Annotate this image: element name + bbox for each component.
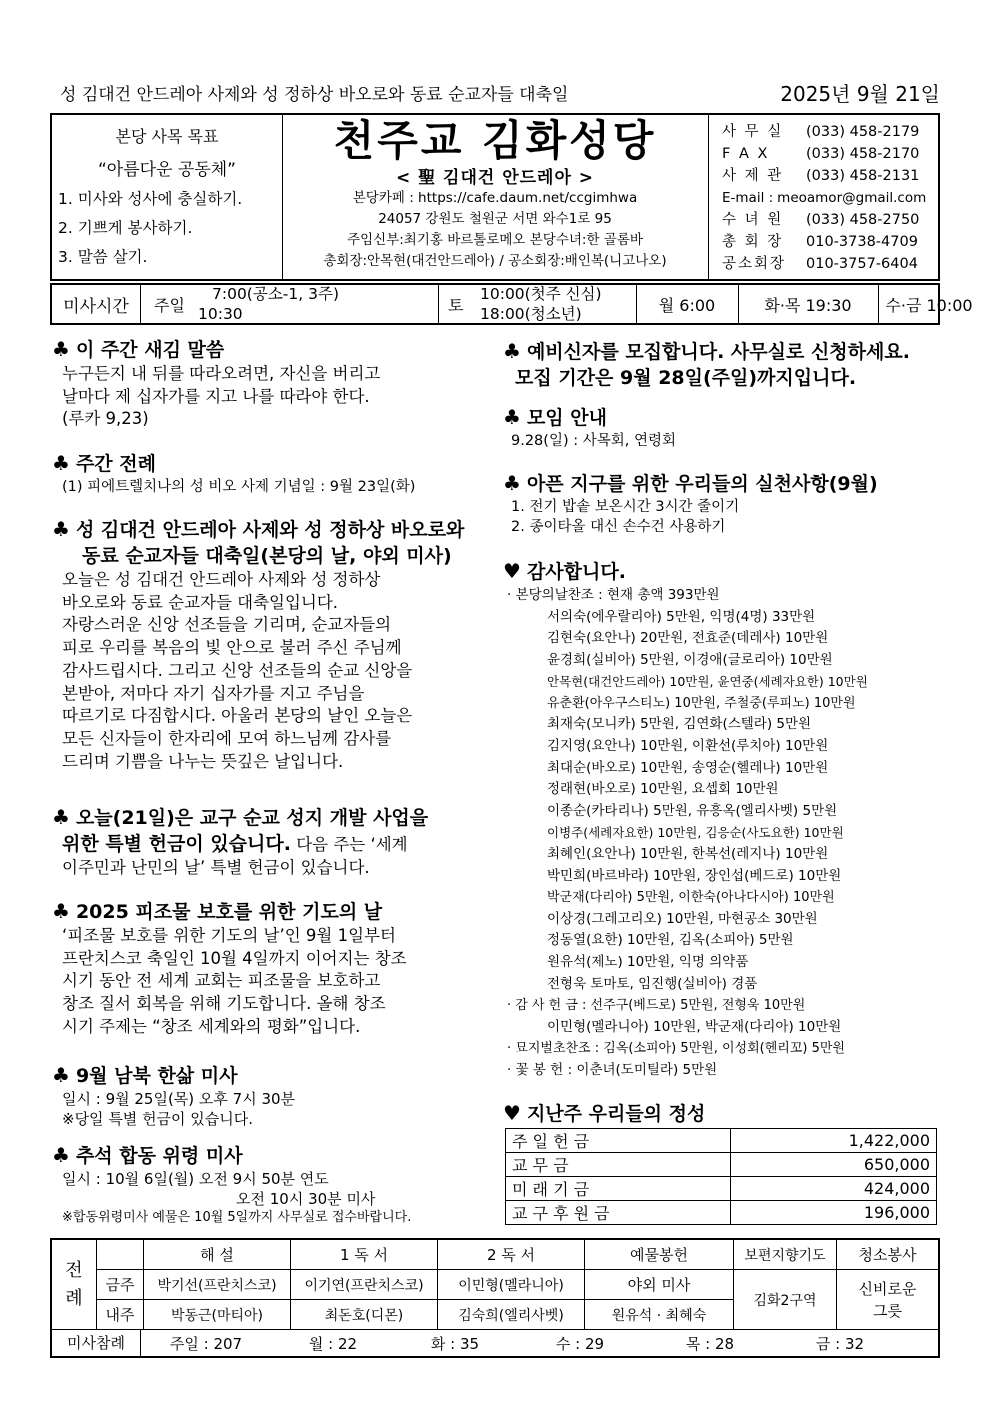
club-icon: ♣: [52, 337, 70, 361]
patron-saint: < 聖 김대건 안드레아 >: [395, 168, 595, 188]
club-icon: ♣: [503, 405, 521, 429]
offering-table: [505, 1128, 937, 1225]
heart-icon: ♥: [503, 1101, 521, 1125]
saturday-mass: 토 10:00(첫주 신심) 18:00(청소년): [438, 285, 637, 323]
goal-item: 2. 기쁘게 봉사하기.: [58, 219, 193, 237]
club-icon: ♣: [52, 517, 70, 541]
pastoral-goals: [52, 115, 283, 279]
mass-label: 미사시간: [52, 285, 141, 323]
wed-fri-mass: 수·금 10:00: [885, 295, 973, 315]
memorial-mass: ♣ 추석 합동 위령 미사 일시 : 10월 6일(월) 오전 9시 50분 연도 오전 10시 30분 미사 ※합동위령미사 예물은 10월 5일까지 사무실로 접수바랍니다.: [52, 1143, 412, 1225]
contact-convent: 수 녀 원 (033) 458-2750: [722, 212, 920, 228]
unity-mass: ♣ 9월 남북 한삶 미사 일시 : 9월 25일(목) 오후 7시 30분 ※당일 특별 헌금이 있습니다.: [52, 1063, 296, 1128]
offering-title: ♥ 지난주 우리들의 정성: [503, 1101, 706, 1125]
contact-rectory: 사 제 관 (033) 458-2131: [722, 168, 920, 184]
table-row: 미 래 기 금 424,000: [506, 1177, 937, 1201]
header-box: [50, 113, 940, 281]
cafe-link[interactable]: 본당카페 : https://cafe.daum.net/ccgimhwa: [352, 190, 638, 206]
bulletin-date: 2025년 9월 21일: [780, 82, 940, 106]
attendance-label: 미사참례: [52, 1330, 141, 1356]
club-icon: ♣: [52, 1143, 70, 1167]
contact-mission-head: 공소회장 010-3757-6404: [722, 256, 918, 272]
pastor-line: 주임신부:최기홍 바르톨로메오 본당수녀:한 골롬바: [347, 232, 643, 248]
goal-item: 1. 미사와 성사에 충실하기.: [58, 190, 243, 208]
liturgy-schedule: 전례 해 설 1 독 서 2 독 서 예물봉헌 보편지향기도 청소봉사 금주 박기선(프란치스코) 이기연(프란치스코) 이민형(멜라니아) 야외 미사 김화2구역 신비로운 그릇 내주 박동근(마티아) 최돈호(디몬) 김숙희(엘리사벳) 원유석 · 최혜숙 미사참례 주일 : 207 월 : 22 화 : 35 수 : 29 목 : 28 금 : 32: [50, 1238, 940, 1358]
mass-times: [50, 283, 973, 325]
weekly-liturgy: ♣ 주간 전례 (1) 피에트렐치나의 성 비오 사제 기념일 : 9월 23일(화): [52, 451, 416, 495]
contact-president: 총 회 장 010-3738-4709: [722, 234, 918, 250]
earth-practice: ♣ 아픈 지구를 위한 우리들의 실천사항(9월) 1. 전기 밥솥 보온시간 3시간 줄이기 2. 종이타올 대신 손수건 사용하기: [503, 471, 878, 535]
goal-item: 3. 말씀 살기.: [58, 248, 148, 266]
contacts: [708, 115, 938, 279]
church-info: [282, 115, 709, 279]
tue-thu-mass: 화·목 19:30: [738, 285, 879, 323]
club-icon: ♣: [52, 805, 70, 829]
schedule-row-label: 전례: [51, 1239, 97, 1330]
thanks-section: ♥ 감사합니다. · 본당의날찬조 : 현재 총액 393만원 서의숙(에우랄리아) 5만원, 익명(4명) 33만원 김현숙(요안나) 20만원, 전효준(데레사) 10만원 윤경희(실비아) 5만원, 이경애(글로리아) 10만원 안목현(대건안드레아) 10만원, 윤연중(세례자요한) 10만원 유춘환(아우구스티노) 10만원, 주철중(루피노) 10만원 최재숙(모니카) 5만원, 김연화(스텔라) 5만원 김지영(요안나) 10만원, 이환선(루치아) 10만원 최대순(바오로) 10만원, 송영순(헬레나) 10만원 정래현(바오로) 10만원, 요셉회 10만원 이종순(카타리나) 5만원, 유흥옥(엘리사벳) 5만원 이병주(세례자요한) 10만원, 김응순(사도요한) 10만원 최혜인(요안나) 10만원, 한복선(레지나) 10만원 박민희(바르바라) 10만원, 장인섭(베드로) 10만원 박군재(다리아) 5만원, 이한숙(아나다시아) 10만원 이상경(그레고리오) 10만원, 마현공소 30만원 정동열(요한) 10만원, 김옥(소피아) 5만원 원유석(제노) 10만원, 익명 의약품 전형욱 토마토, 임진행(실비아) 경품 · 감 사 헌 금 : 선주구(베드로) 5만원, 전형욱 10만원 이민형(멜라니아) 10만원, 박군재(다리아) 10만원 · 묘지벌초찬조 : 김옥(소피아) 5만원, 이성회(헨리꼬) 5만원 · 꽃 봉 헌 : 이춘녀(도미틸라) 5만원: [503, 559, 868, 1078]
contact-fax: F A X (033) 458-2170: [722, 146, 920, 162]
this-week-label: 금주: [97, 1270, 144, 1300]
goals-title: 본당 사목 목표: [115, 127, 219, 146]
weekly-word: ♣ 이 주간 새김 말씀 누구든지 내 뒤를 따라오려면, 자신을 버리고 날마다 제 십자가를 지고 나를 따라야 한다. (루카 9,23): [52, 337, 381, 428]
contact-office: 사 무 실 (033) 458-2179: [722, 124, 920, 140]
catechumen-notice: ♣ 예비신자를 모집합니다. 사무실로 신청하세요. 모집 기간은 9월 28일(주일)까지입니다.: [503, 339, 910, 389]
feast-notice: ♣ 성 김대건 안드레아 사제와 성 정하상 바오로와 동료 순교자들 대축일(본당의 날, 야외 미사) 오늘은 성 김대건 안드레아 사제와 성 정하상 바오로와 동료 순교자들 대축일입니다. 자랑스러운 신앙 선조들을 기리며, 순교자들의 피로 우리를 복음의 빛 안으로 불러 주신 주님께 감사드립시다. 그리고 신앙 선조들의 순교 신앙을 본받아, 저마다 자기 십자가를 지고 주님을 따르기로 다짐합시다. 아울러 본당의 날인 오늘은 모든 신자들이 한자리에 모여 하느님께 감사를 드리며 기쁨을 나누는 뜻깊은 날입니다.: [52, 517, 465, 771]
creation-day: ♣ 2025 피조물 보호를 위한 기도의 날 ‘피조물 보호를 위한 기도의 날’인 9월 1일부터 프란치스코 축일인 10월 4일까지 이어지는 창조 시기 동안 전 세계 교회는 피조물을 보호하고 창조 질서 회복을 위해 기도합니다. 올해 창조 시기 주제는 “창조 세계와의 평화”입니다.: [52, 899, 407, 1036]
club-icon: ♣: [52, 899, 70, 923]
address: 24057 강원도 철원군 서면 와수1로 95: [378, 211, 612, 227]
table-row: 교 무 금 650,000: [506, 1153, 937, 1177]
next-week-label: 내주: [97, 1300, 144, 1330]
council-line: 총회장:안목현(대건안드레아) / 공소회장:배인복(니고나오): [323, 253, 667, 269]
feast-title: 성 김대건 안드레아 사제와 성 정하상 바오로와 동료 순교자들 대축일: [60, 85, 569, 105]
club-icon: ♣: [503, 339, 521, 363]
club-icon: ♣: [503, 471, 521, 495]
church-name: 천주교 김화성당: [333, 116, 657, 165]
club-icon: ♣: [52, 451, 70, 475]
club-icon: ♣: [52, 1063, 70, 1087]
sunday-mass: 주일 7:00(공소-1, 3주) 10:30: [140, 285, 439, 323]
contact-email[interactable]: E-mail : meoamor@gmail.com: [722, 190, 927, 206]
special-collection: ♣ 오늘(21일)은 교구 순교 성지 개발 사업을 위한 특별 헌금이 있습니다. 다음 주는 ‘세계 이주민과 난민의 날’ 특별 헌금이 있습니다.: [52, 805, 429, 877]
meeting-notice: ♣ 모임 안내 9.28(일) : 사목회, 연령회: [503, 405, 676, 449]
table-row: 교 구 후 원 금 196,000: [506, 1201, 937, 1225]
table-row: 주 일 헌 금 1,422,000: [506, 1129, 937, 1153]
goals-slogan: “아름다운 공동체”: [98, 160, 236, 180]
monday-mass: 월 6:00: [636, 285, 739, 323]
heart-icon: ♥: [503, 559, 521, 583]
